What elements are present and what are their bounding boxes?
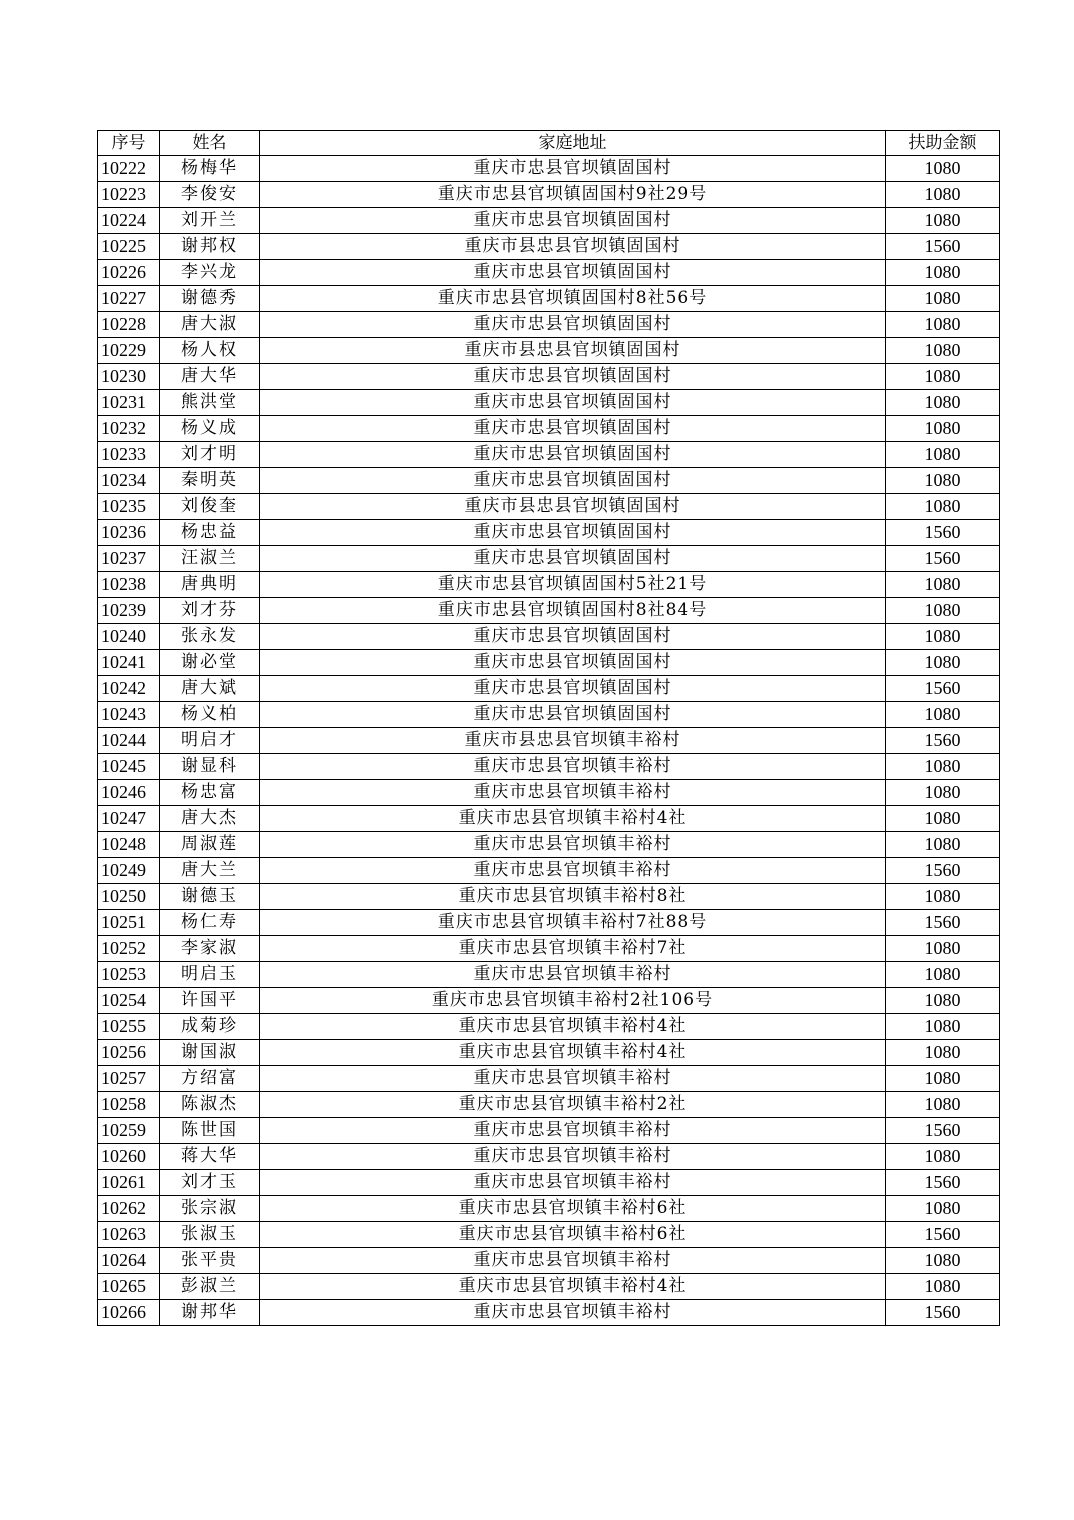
table-row bbox=[98, 156, 1000, 182]
cell-address: 重庆市忠县官坝镇固国村 bbox=[260, 442, 886, 468]
header-home-address: 家庭地址 bbox=[260, 131, 886, 156]
cell-name: 李兴龙 bbox=[160, 260, 260, 286]
cell-serial-number: 10258 bbox=[98, 1092, 160, 1118]
cell-name: 张淑玉 bbox=[160, 1222, 260, 1248]
cell-name: 成菊珍 bbox=[160, 1014, 260, 1040]
cell-amount: 1080 bbox=[886, 650, 1000, 676]
table-row bbox=[98, 260, 1000, 286]
cell-serial-number: 10253 bbox=[98, 962, 160, 988]
cell-amount: 1080 bbox=[886, 338, 1000, 364]
table-header bbox=[98, 131, 1000, 156]
cell-name: 唐大斌 bbox=[160, 676, 260, 702]
cell-amount: 1080 bbox=[886, 962, 1000, 988]
cell-name: 谢德玉 bbox=[160, 884, 260, 910]
cell-amount: 1080 bbox=[886, 988, 1000, 1014]
cell-name: 唐大杰 bbox=[160, 806, 260, 832]
cell-amount: 1080 bbox=[886, 182, 1000, 208]
cell-amount: 1080 bbox=[886, 624, 1000, 650]
table-row bbox=[98, 1274, 1000, 1300]
cell-address: 重庆市忠县官坝镇固国村 bbox=[260, 364, 886, 390]
cell-address: 重庆市忠县官坝镇固国村 bbox=[260, 702, 886, 728]
table-row bbox=[98, 624, 1000, 650]
table-row bbox=[98, 702, 1000, 728]
cell-serial-number: 10246 bbox=[98, 780, 160, 806]
cell-serial-number: 10264 bbox=[98, 1248, 160, 1274]
cell-amount: 1080 bbox=[886, 806, 1000, 832]
cell-amount: 1080 bbox=[886, 832, 1000, 858]
cell-serial-number: 10252 bbox=[98, 936, 160, 962]
table-row bbox=[98, 936, 1000, 962]
cell-amount: 1080 bbox=[886, 1144, 1000, 1170]
table-row bbox=[98, 1092, 1000, 1118]
cell-amount: 1080 bbox=[886, 936, 1000, 962]
cell-serial-number: 10249 bbox=[98, 858, 160, 884]
cell-amount: 1080 bbox=[886, 1248, 1000, 1274]
cell-name: 杨梅华 bbox=[160, 156, 260, 182]
cell-amount: 1080 bbox=[886, 702, 1000, 728]
table-row bbox=[98, 1144, 1000, 1170]
cell-name: 张宗淑 bbox=[160, 1196, 260, 1222]
table-row bbox=[98, 910, 1000, 936]
cell-name: 明启才 bbox=[160, 728, 260, 754]
cell-amount: 1080 bbox=[886, 442, 1000, 468]
cell-name: 杨义成 bbox=[160, 416, 260, 442]
table-row bbox=[98, 988, 1000, 1014]
header-name: 姓名 bbox=[160, 131, 260, 156]
cell-amount: 1080 bbox=[886, 208, 1000, 234]
cell-serial-number: 10239 bbox=[98, 598, 160, 624]
cell-address: 重庆市忠县官坝镇固国村 bbox=[260, 650, 886, 676]
cell-address: 重庆市忠县官坝镇固国村 bbox=[260, 390, 886, 416]
cell-address: 重庆市忠县官坝镇丰裕村 bbox=[260, 1118, 886, 1144]
cell-amount: 1560 bbox=[886, 546, 1000, 572]
cell-address: 重庆市忠县官坝镇固国村 bbox=[260, 416, 886, 442]
cell-address: 重庆市忠县官坝镇固国村8社56号 bbox=[260, 286, 886, 312]
table-row bbox=[98, 650, 1000, 676]
cell-address: 重庆市忠县官坝镇丰裕村7社 bbox=[260, 936, 886, 962]
cell-serial-number: 10238 bbox=[98, 572, 160, 598]
cell-address: 重庆市忠县官坝镇丰裕村4社 bbox=[260, 1014, 886, 1040]
table-row bbox=[98, 962, 1000, 988]
cell-name: 陈世国 bbox=[160, 1118, 260, 1144]
cell-address: 重庆市县忠县官坝镇固国村 bbox=[260, 234, 886, 260]
cell-amount: 1080 bbox=[886, 1274, 1000, 1300]
table-row bbox=[98, 858, 1000, 884]
cell-amount: 1080 bbox=[886, 390, 1000, 416]
cell-address: 重庆市县忠县官坝镇固国村 bbox=[260, 494, 886, 520]
cell-amount: 1560 bbox=[886, 676, 1000, 702]
cell-name: 许国平 bbox=[160, 988, 260, 1014]
cell-address: 重庆市忠县官坝镇丰裕村 bbox=[260, 962, 886, 988]
cell-amount: 1080 bbox=[886, 1196, 1000, 1222]
cell-serial-number: 10226 bbox=[98, 260, 160, 286]
table-row bbox=[98, 208, 1000, 234]
cell-amount: 1560 bbox=[886, 1118, 1000, 1144]
table-row bbox=[98, 1040, 1000, 1066]
cell-address: 重庆市县忠县官坝镇固国村 bbox=[260, 338, 886, 364]
cell-name: 张平贵 bbox=[160, 1248, 260, 1274]
header-row bbox=[98, 131, 1000, 156]
cell-serial-number: 10250 bbox=[98, 884, 160, 910]
cell-address: 重庆市忠县官坝镇固国村8社84号 bbox=[260, 598, 886, 624]
cell-amount: 1080 bbox=[886, 312, 1000, 338]
table-row bbox=[98, 312, 1000, 338]
cell-address: 重庆市忠县官坝镇丰裕村8社 bbox=[260, 884, 886, 910]
cell-address: 重庆市忠县官坝镇固国村 bbox=[260, 312, 886, 338]
cell-address: 重庆市忠县官坝镇丰裕村4社 bbox=[260, 1274, 886, 1300]
cell-amount: 1080 bbox=[886, 1014, 1000, 1040]
cell-name: 唐大兰 bbox=[160, 858, 260, 884]
cell-amount: 1560 bbox=[886, 728, 1000, 754]
cell-address: 重庆市忠县官坝镇丰裕村2社106号 bbox=[260, 988, 886, 1014]
cell-amount: 1080 bbox=[886, 780, 1000, 806]
cell-amount: 1560 bbox=[886, 234, 1000, 260]
cell-name: 谢德秀 bbox=[160, 286, 260, 312]
cell-serial-number: 10232 bbox=[98, 416, 160, 442]
cell-address: 重庆市忠县官坝镇固国村5社21号 bbox=[260, 572, 886, 598]
cell-amount: 1560 bbox=[886, 858, 1000, 884]
cell-serial-number: 10237 bbox=[98, 546, 160, 572]
table-row bbox=[98, 598, 1000, 624]
cell-name: 秦明英 bbox=[160, 468, 260, 494]
cell-name: 汪淑兰 bbox=[160, 546, 260, 572]
cell-name: 方绍富 bbox=[160, 1066, 260, 1092]
cell-address: 重庆市县忠县官坝镇丰裕村 bbox=[260, 728, 886, 754]
cell-serial-number: 10243 bbox=[98, 702, 160, 728]
table-row bbox=[98, 494, 1000, 520]
cell-serial-number: 10225 bbox=[98, 234, 160, 260]
cell-address: 重庆市忠县官坝镇丰裕村2社 bbox=[260, 1092, 886, 1118]
table-row bbox=[98, 572, 1000, 598]
cell-name: 陈淑杰 bbox=[160, 1092, 260, 1118]
cell-serial-number: 10240 bbox=[98, 624, 160, 650]
cell-serial-number: 10248 bbox=[98, 832, 160, 858]
cell-serial-number: 10261 bbox=[98, 1170, 160, 1196]
table-row bbox=[98, 520, 1000, 546]
cell-name: 刘才芬 bbox=[160, 598, 260, 624]
cell-name: 蒋大华 bbox=[160, 1144, 260, 1170]
cell-name: 刘才玉 bbox=[160, 1170, 260, 1196]
cell-address: 重庆市忠县官坝镇固国村 bbox=[260, 546, 886, 572]
table-row bbox=[98, 1014, 1000, 1040]
table-row bbox=[98, 1300, 1000, 1326]
table-row bbox=[98, 182, 1000, 208]
cell-amount: 1080 bbox=[886, 468, 1000, 494]
cell-name: 熊洪堂 bbox=[160, 390, 260, 416]
cell-amount: 1080 bbox=[886, 286, 1000, 312]
cell-address: 重庆市忠县官坝镇丰裕村6社 bbox=[260, 1222, 886, 1248]
cell-serial-number: 10260 bbox=[98, 1144, 160, 1170]
cell-name: 杨忠富 bbox=[160, 780, 260, 806]
cell-name: 刘开兰 bbox=[160, 208, 260, 234]
cell-amount: 1560 bbox=[886, 1222, 1000, 1248]
cell-name: 彭淑兰 bbox=[160, 1274, 260, 1300]
table-row bbox=[98, 442, 1000, 468]
cell-serial-number: 10241 bbox=[98, 650, 160, 676]
cell-name: 唐大华 bbox=[160, 364, 260, 390]
cell-serial-number: 10251 bbox=[98, 910, 160, 936]
cell-serial-number: 10256 bbox=[98, 1040, 160, 1066]
cell-name: 刘才明 bbox=[160, 442, 260, 468]
cell-name: 唐大淑 bbox=[160, 312, 260, 338]
cell-address: 重庆市忠县官坝镇固国村 bbox=[260, 676, 886, 702]
cell-name: 周淑莲 bbox=[160, 832, 260, 858]
table-row bbox=[98, 364, 1000, 390]
cell-amount: 1080 bbox=[886, 1092, 1000, 1118]
cell-address: 重庆市忠县官坝镇固国村 bbox=[260, 156, 886, 182]
cell-serial-number: 10254 bbox=[98, 988, 160, 1014]
cell-serial-number: 10262 bbox=[98, 1196, 160, 1222]
cell-serial-number: 10236 bbox=[98, 520, 160, 546]
cell-address: 重庆市忠县官坝镇丰裕村6社 bbox=[260, 1196, 886, 1222]
cell-name: 杨仁寿 bbox=[160, 910, 260, 936]
cell-name: 明启玉 bbox=[160, 962, 260, 988]
cell-amount: 1080 bbox=[886, 494, 1000, 520]
table-row bbox=[98, 234, 1000, 260]
cell-serial-number: 10266 bbox=[98, 1300, 160, 1326]
cell-amount: 1560 bbox=[886, 1300, 1000, 1326]
cell-serial-number: 10227 bbox=[98, 286, 160, 312]
table-row bbox=[98, 390, 1000, 416]
cell-serial-number: 10257 bbox=[98, 1066, 160, 1092]
cell-serial-number: 10235 bbox=[98, 494, 160, 520]
cell-address: 重庆市忠县官坝镇丰裕村 bbox=[260, 1300, 886, 1326]
cell-address: 重庆市忠县官坝镇固国村9社29号 bbox=[260, 182, 886, 208]
cell-address: 重庆市忠县官坝镇丰裕村7社88号 bbox=[260, 910, 886, 936]
cell-amount: 1080 bbox=[886, 1040, 1000, 1066]
cell-serial-number: 10244 bbox=[98, 728, 160, 754]
table-row bbox=[98, 1118, 1000, 1144]
table-row bbox=[98, 728, 1000, 754]
assistance-table bbox=[97, 130, 1000, 1326]
cell-address: 重庆市忠县官坝镇丰裕村 bbox=[260, 780, 886, 806]
cell-address: 重庆市忠县官坝镇丰裕村 bbox=[260, 832, 886, 858]
cell-amount: 1080 bbox=[886, 260, 1000, 286]
cell-serial-number: 10259 bbox=[98, 1118, 160, 1144]
table-row bbox=[98, 1066, 1000, 1092]
cell-address: 重庆市忠县官坝镇丰裕村 bbox=[260, 1248, 886, 1274]
cell-name: 谢邦权 bbox=[160, 234, 260, 260]
table-row bbox=[98, 676, 1000, 702]
table-row bbox=[98, 780, 1000, 806]
cell-amount: 1080 bbox=[886, 364, 1000, 390]
table-row bbox=[98, 338, 1000, 364]
cell-name: 刘俊奎 bbox=[160, 494, 260, 520]
table-row bbox=[98, 884, 1000, 910]
table-row bbox=[98, 1196, 1000, 1222]
cell-address: 重庆市忠县官坝镇丰裕村 bbox=[260, 1144, 886, 1170]
cell-address: 重庆市忠县官坝镇固国村 bbox=[260, 520, 886, 546]
table-row bbox=[98, 806, 1000, 832]
cell-serial-number: 10228 bbox=[98, 312, 160, 338]
cell-serial-number: 10223 bbox=[98, 182, 160, 208]
cell-amount: 1560 bbox=[886, 520, 1000, 546]
cell-name: 谢必堂 bbox=[160, 650, 260, 676]
cell-serial-number: 10247 bbox=[98, 806, 160, 832]
cell-serial-number: 10231 bbox=[98, 390, 160, 416]
table-row bbox=[98, 468, 1000, 494]
table-body bbox=[98, 156, 1000, 1326]
cell-name: 谢国淑 bbox=[160, 1040, 260, 1066]
cell-amount: 1560 bbox=[886, 910, 1000, 936]
cell-serial-number: 10222 bbox=[98, 156, 160, 182]
cell-serial-number: 10224 bbox=[98, 208, 160, 234]
table-row bbox=[98, 832, 1000, 858]
cell-address: 重庆市忠县官坝镇丰裕村 bbox=[260, 754, 886, 780]
cell-address: 重庆市忠县官坝镇丰裕村 bbox=[260, 1066, 886, 1092]
cell-amount: 1080 bbox=[886, 416, 1000, 442]
table-row bbox=[98, 286, 1000, 312]
cell-serial-number: 10229 bbox=[98, 338, 160, 364]
table-row bbox=[98, 1170, 1000, 1196]
header-serial-number: 序号 bbox=[98, 131, 160, 156]
table-row bbox=[98, 416, 1000, 442]
table-row bbox=[98, 1248, 1000, 1274]
header-assistance-amount: 扶助金额 bbox=[886, 131, 1000, 156]
cell-name: 杨人权 bbox=[160, 338, 260, 364]
cell-serial-number: 10265 bbox=[98, 1274, 160, 1300]
cell-serial-number: 10230 bbox=[98, 364, 160, 390]
cell-name: 唐典明 bbox=[160, 572, 260, 598]
table-row bbox=[98, 1222, 1000, 1248]
cell-address: 重庆市忠县官坝镇固国村 bbox=[260, 468, 886, 494]
cell-name: 李家淑 bbox=[160, 936, 260, 962]
cell-name: 杨忠益 bbox=[160, 520, 260, 546]
cell-address: 重庆市忠县官坝镇丰裕村4社 bbox=[260, 1040, 886, 1066]
cell-serial-number: 10263 bbox=[98, 1222, 160, 1248]
table-row bbox=[98, 754, 1000, 780]
cell-address: 重庆市忠县官坝镇丰裕村 bbox=[260, 858, 886, 884]
cell-serial-number: 10255 bbox=[98, 1014, 160, 1040]
cell-amount: 1080 bbox=[886, 884, 1000, 910]
cell-name: 杨义柏 bbox=[160, 702, 260, 728]
cell-amount: 1560 bbox=[886, 1170, 1000, 1196]
cell-address: 重庆市忠县官坝镇固国村 bbox=[260, 624, 886, 650]
cell-address: 重庆市忠县官坝镇固国村 bbox=[260, 208, 886, 234]
cell-name: 李俊安 bbox=[160, 182, 260, 208]
cell-address: 重庆市忠县官坝镇丰裕村 bbox=[260, 1170, 886, 1196]
cell-serial-number: 10233 bbox=[98, 442, 160, 468]
cell-amount: 1080 bbox=[886, 156, 1000, 182]
cell-serial-number: 10245 bbox=[98, 754, 160, 780]
cell-name: 谢显科 bbox=[160, 754, 260, 780]
cell-serial-number: 10234 bbox=[98, 468, 160, 494]
cell-amount: 1080 bbox=[886, 598, 1000, 624]
cell-name: 谢邦华 bbox=[160, 1300, 260, 1326]
cell-address: 重庆市忠县官坝镇固国村 bbox=[260, 260, 886, 286]
cell-amount: 1080 bbox=[886, 754, 1000, 780]
cell-amount: 1080 bbox=[886, 1066, 1000, 1092]
cell-address: 重庆市忠县官坝镇丰裕村4社 bbox=[260, 806, 886, 832]
cell-serial-number: 10242 bbox=[98, 676, 160, 702]
table-row bbox=[98, 546, 1000, 572]
cell-name: 张永发 bbox=[160, 624, 260, 650]
cell-amount: 1080 bbox=[886, 572, 1000, 598]
